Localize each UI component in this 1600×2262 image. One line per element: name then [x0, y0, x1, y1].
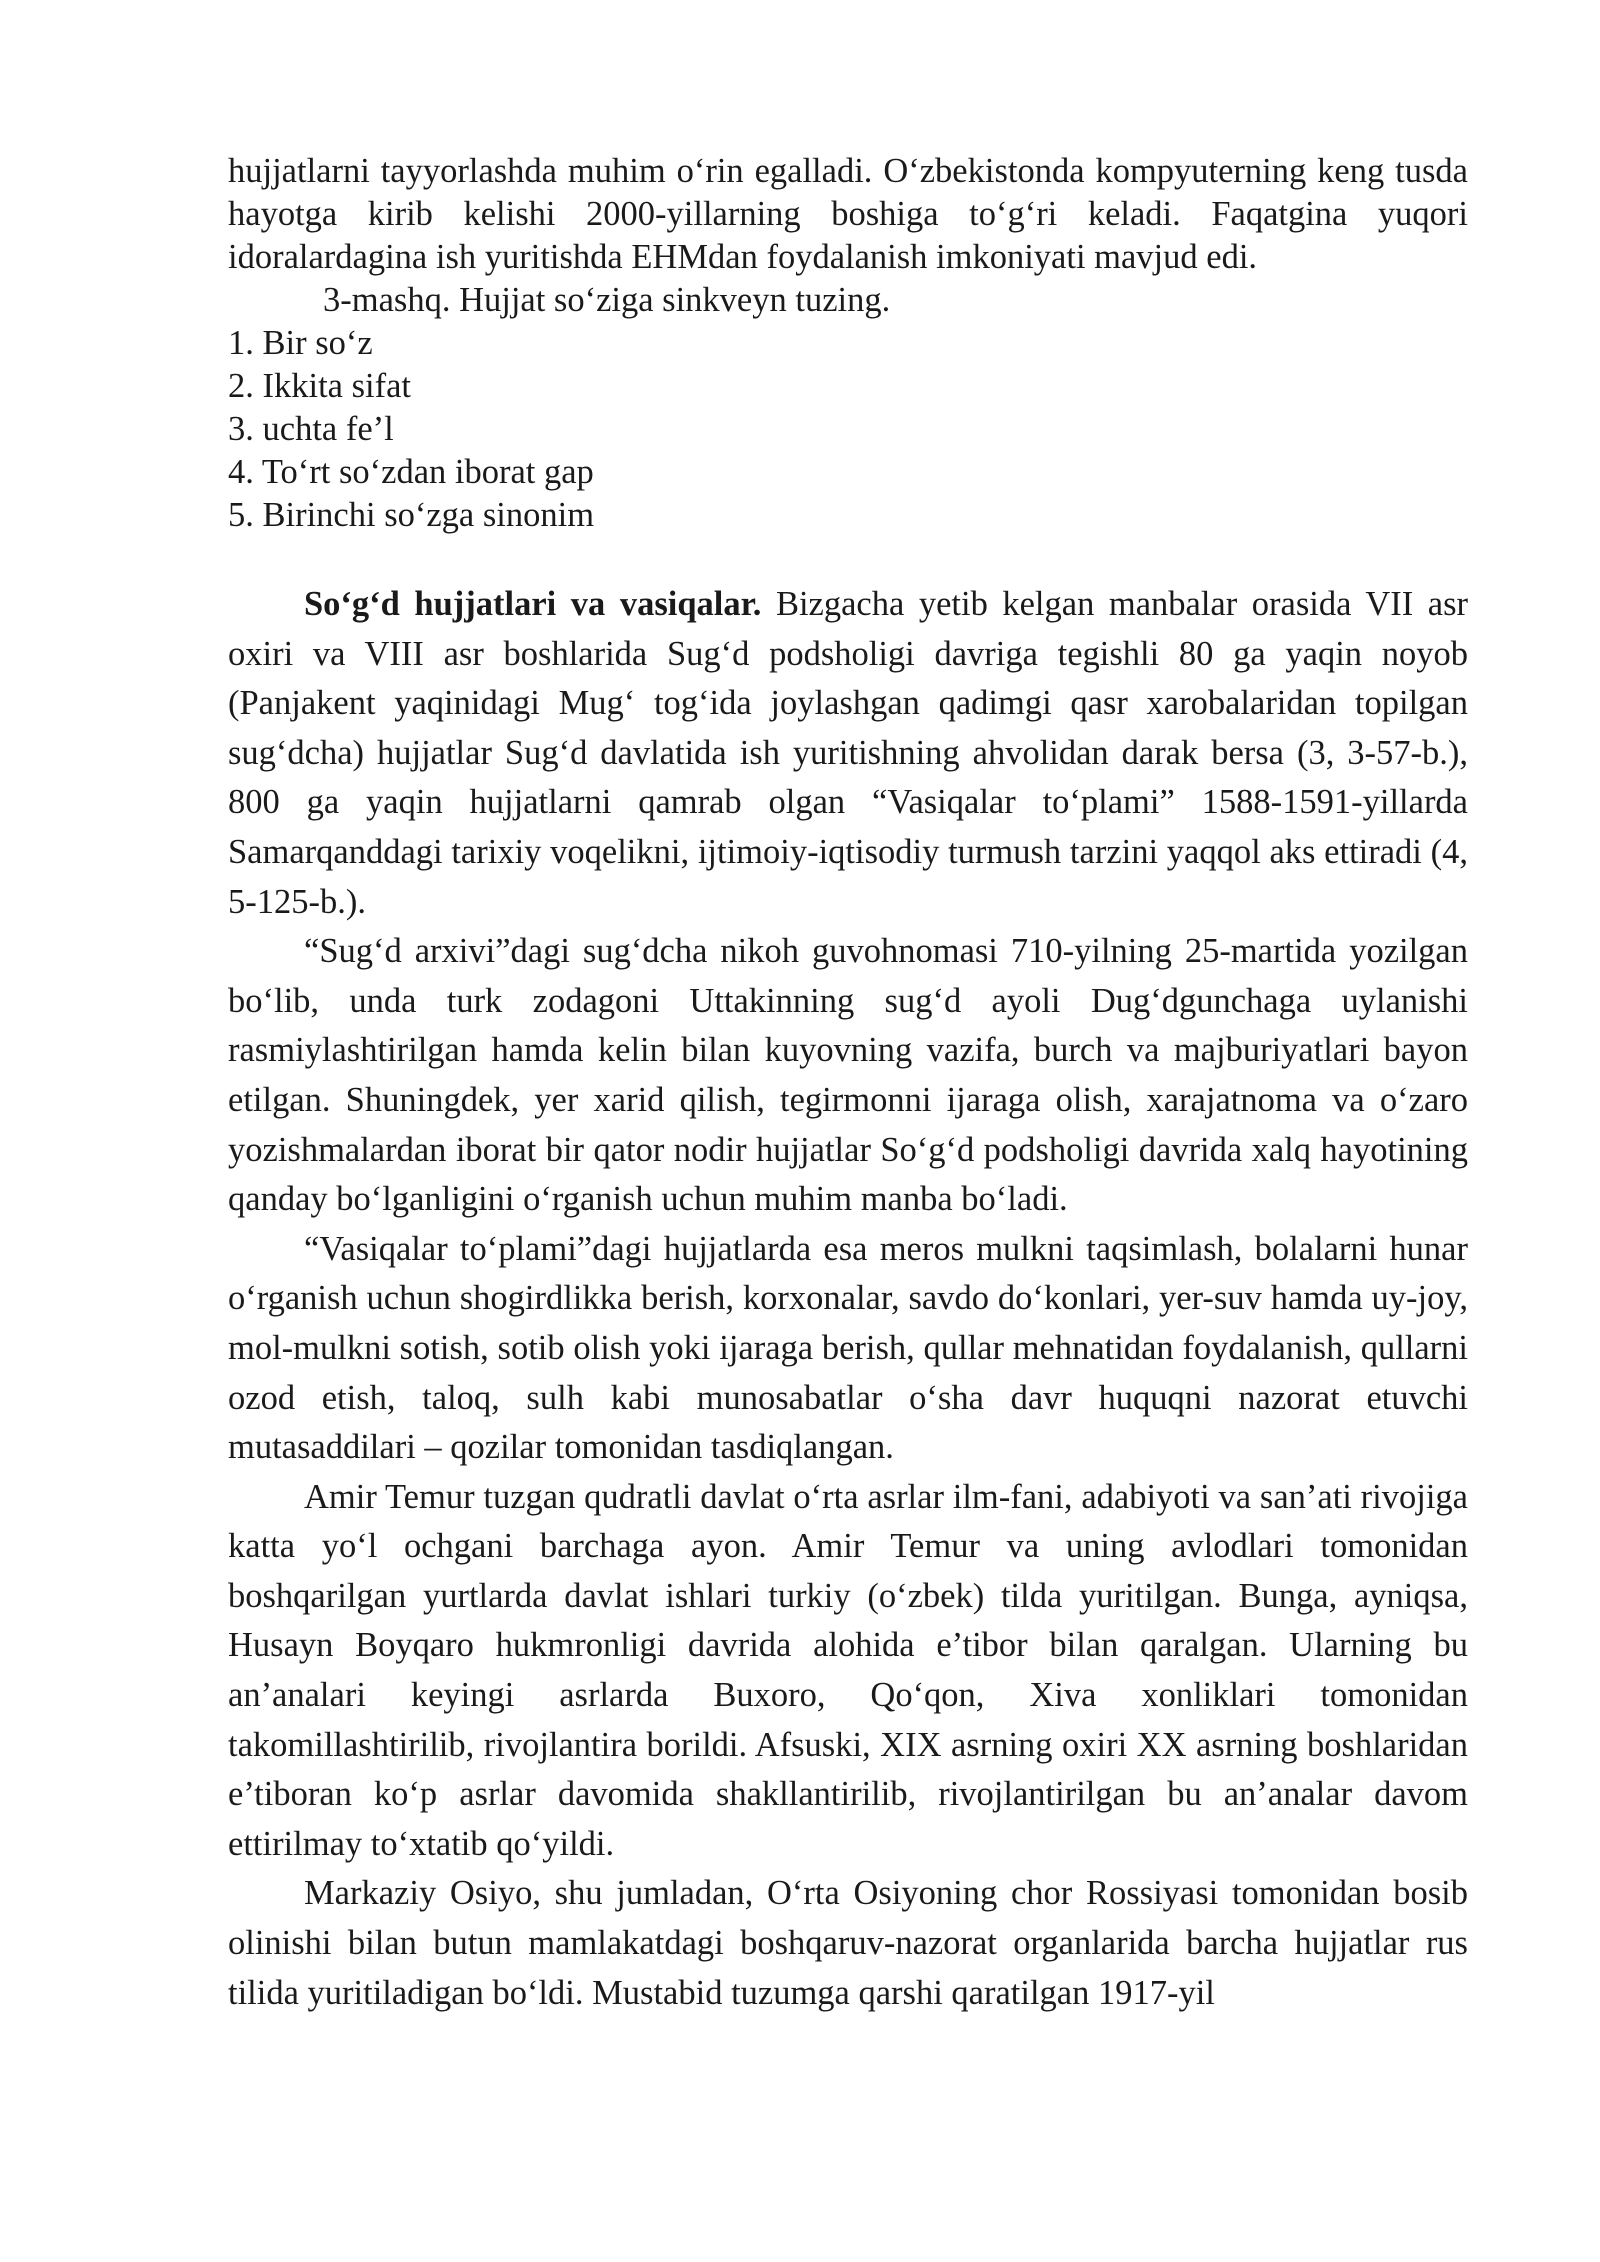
list-item: 5. Birinchi so‘zga sinonim: [228, 496, 595, 534]
main-section: [228, 580, 1468, 2018]
section-first-paragraph-text: Bizgacha yetib kelgan manbalar orasida VII asr oxiri va VIII asr boshlarida Sug‘d podsholigi davriga tegishli 80 ga yaqin noyob (Panjakent yaqinidagi Mug‘ tog‘ida joylashgan qadimgi qasr xarobalaridan topilgan sug‘dcha) hujjatlar Sug‘d davlatida ish yuritishning ahvolidan darak bersa (3, 3-57-b.), 800 ga yaqin hujjatlarni qamrab olgan “Vasiqalar to‘plami” 1588-1591-yillarda Samarqanddagi tarixiy voqelikni, ijtimoiy-iqtisodiy turmush tarzini yaqqol aks ettiradi (4, 5-125-b.).: [228, 585, 1469, 921]
section-heading: So‘g‘d hujjatlari va vasiqalar.: [304, 585, 762, 623]
body-paragraph: Amir Temur tuzgan qudratli davlat o‘rta asrlar ilm-fani, adabiyoti va san’ati rivojiga katta yo‘l ochgani barchaga ayon. Amir Temur va uning avlodlari tomonidan boshqarilgan yurtlarda davlat ishlari turkiy (o‘zbek) tilda yuritilgan. Bunga, ayniqsa, Husayn Boyqaro hukmronligi davrida alohida e’tibor bilan qaralgan. Ularning bu an’analari keyingi asrlarda Buxoro, Qo‘qon, Xiva xonliklari tomonidan takomillashtirilib, rivojlantira borildi. Afsuski, XIX asrning oxiri XX asrning boshlaridan e’tiboran ko‘p asrlar davomida shakllantirilib, rivojlantirilgan bu an’analar davom ettirilmay to‘xtatib qo‘yildi.: [228, 1477, 1468, 1863]
exercise-list: [228, 322, 1468, 537]
intro-paragraph: hujjatlarni tayyorlashda muhim o‘rin egalladi. O‘zbekistonda kompyuterning keng tusda hayotga kirib kelishi 2000-yillarning boshiga to‘g‘ri keladi. Faqatgina yuqori idoralardagina ish yuritishda EHMdan foydalanish imkoniyati mavjud edi.: [228, 152, 1468, 276]
list-item: 3. uchta fe’l: [228, 410, 394, 448]
body-paragraph: “Vasiqalar to‘plami”dagi hujjatlarda esa meros mulkni taqsimlash, bolalarni hunar o‘rganish uchun shogirdlikka berish, korxonalar, savdo do‘konlari, yer-suv hamda uy-joy, mol-mulkni sotish, sotib olish yoki ijaraga berish, qullar mehnatidan foydalanish, qullarni ozod etish, taloq, sulh kabi munosabatlar o‘sha davr huquqni nazorat etuvchi mutasaddilari – qozilar tomonidan tasdiqlangan.: [228, 1229, 1468, 1467]
section-first-paragraph: [228, 580, 1468, 927]
list-item: 4. To‘rt so‘zdan iborat gap: [228, 453, 594, 491]
exercise-title: 3-mashq. Hujjat so‘ziga sinkveyn tuzing.: [323, 281, 891, 319]
body-paragraph: Markaziy Osiyo, shu jumladan, O‘rta Osiyoning chor Rossiyasi tomonidan bosib olinishi bilan butun mamlakatdagi boshqaruv-nazorat organlarida barcha hujjatlar rus tilida yuritiladigan bo‘ldi. Mustabid tuzumga qarshi qaratilgan 1917-yil: [228, 1874, 1468, 2012]
body-paragraph: “Sug‘d arxivi”dagi sug‘dcha nikoh guvohnomasi 710-yilning 25-martida yozilgan bo‘lib, unda turk zodagoni Uttakinning sug‘d ayoli Dug‘dgunchaga uylanishi rasmiylashtirilgan hamda kelin bilan kuyovning vazifa, burch va majburiyatlari bayon etilgan. Shuningdek, yer xarid qilish, tegirmonni ijaraga olish, xarajatnoma va o‘zaro yozishmalardan iborat bir qator nodir hujjatlar So‘g‘d podsholigi davrida xalq hayotining qanday bo‘lganligini o‘rganish uchun muhim manba bo‘ladi.: [228, 932, 1468, 1219]
intro-section: [228, 150, 1468, 537]
list-item: 1. Bir so‘z: [228, 324, 373, 362]
document-page: [228, 150, 1468, 2018]
list-item: 2. Ikkita sifat: [228, 367, 411, 405]
